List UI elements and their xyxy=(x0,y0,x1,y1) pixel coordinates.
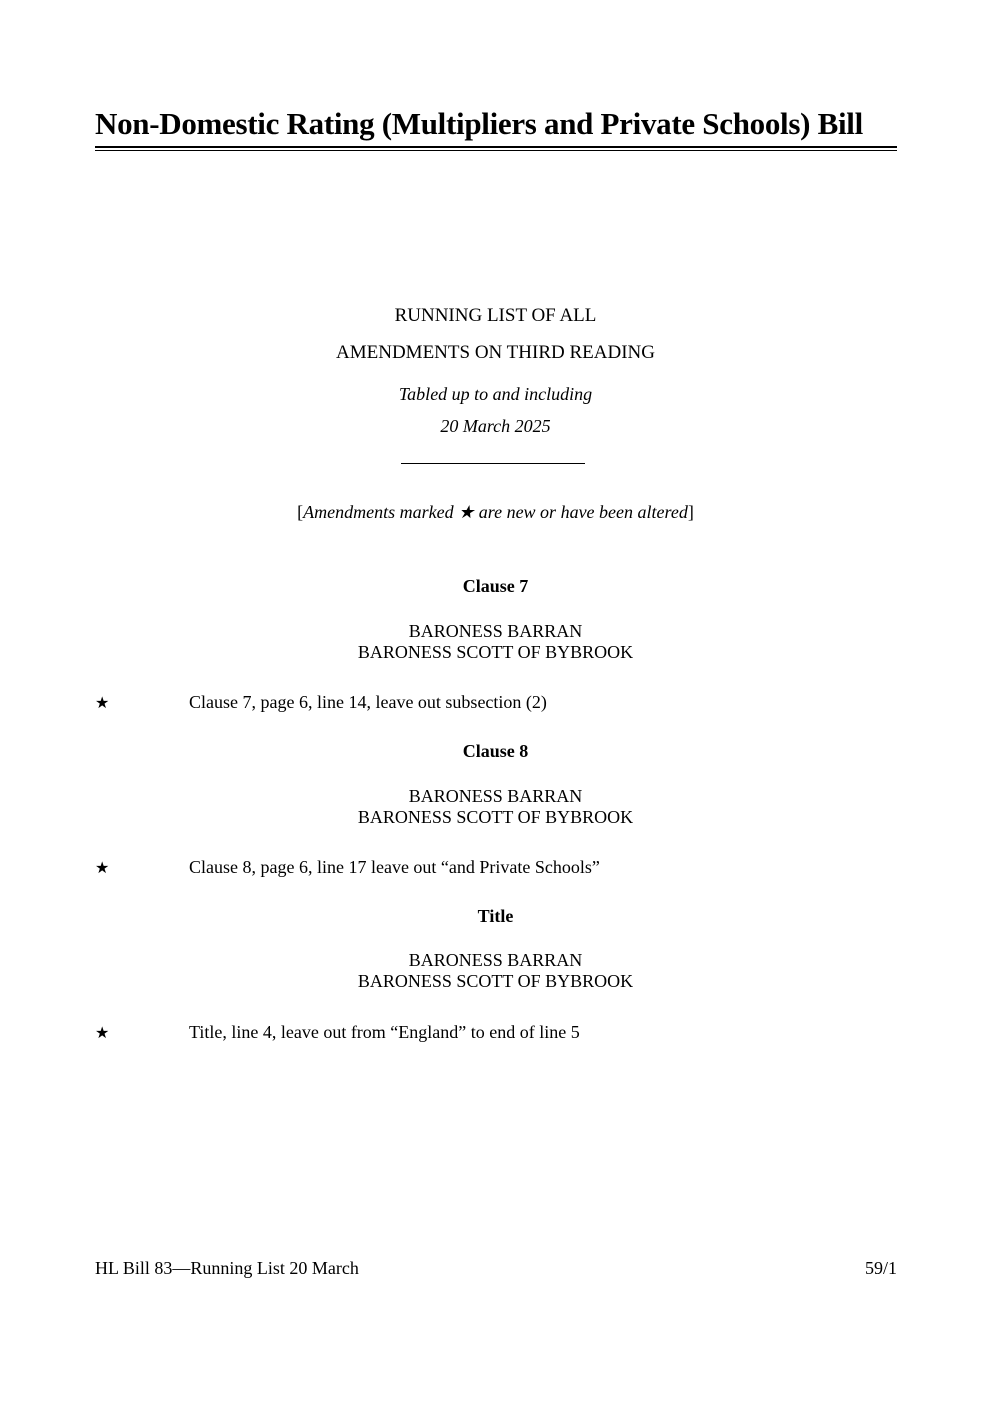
sponsor: BARONESS BARRAN xyxy=(408,786,583,806)
bracket-close: ] xyxy=(687,502,694,522)
tabled-line-1: Tabled up to and including xyxy=(398,384,593,404)
star-icon: ★ xyxy=(95,860,110,877)
footer-page-number: 59/1 xyxy=(864,1258,897,1278)
tabled-date: 20 March 2025 xyxy=(440,416,551,436)
heading-line-1: RUNNING LIST OF ALL xyxy=(394,305,597,326)
heading-line-2: AMENDMENTS ON THIRD READING xyxy=(336,342,655,363)
note-text: Amendments marked ★ are new or have been altered xyxy=(303,502,688,522)
title-rule xyxy=(95,146,897,148)
sponsor: BARONESS BARRAN xyxy=(408,621,583,641)
sponsor: BARONESS BARRAN xyxy=(408,950,583,970)
sponsor: BARONESS SCOTT OF BYBROOK xyxy=(357,807,634,827)
amendment-text: Title, line 4, leave out from “England” to end of line 5 xyxy=(189,1022,580,1042)
section-heading: Clause 7 xyxy=(462,576,529,596)
amendment-text: Clause 8, page 6, line 17 leave out “and Private Schools” xyxy=(189,857,600,877)
star-note xyxy=(0,502,991,523)
section-heading: Clause 8 xyxy=(462,741,529,761)
star-icon: ★ xyxy=(95,1025,110,1042)
amendment-text: Clause 7, page 6, line 14, leave out subsection (2) xyxy=(189,692,547,712)
sponsor: BARONESS SCOTT OF BYBROOK xyxy=(357,971,634,991)
divider xyxy=(401,463,585,464)
bracket-open: [ xyxy=(297,502,304,522)
footer-bill-ref: HL Bill 83—Running List 20 March xyxy=(95,1258,359,1278)
section-heading: Title xyxy=(477,906,514,926)
bill-title: Non-Domestic Rating (Multipliers and Private Schools) Bill xyxy=(95,106,863,141)
star-icon: ★ xyxy=(95,695,110,712)
sponsor: BARONESS SCOTT OF BYBROOK xyxy=(357,642,634,662)
title-rule-thin xyxy=(95,150,897,151)
